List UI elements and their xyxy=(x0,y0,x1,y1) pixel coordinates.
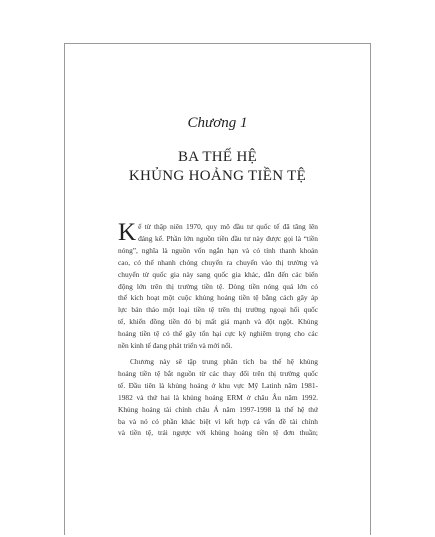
text-line: và tiền tệ, trái ngược với khủng hoảng tiền tệ đơn thuần; xyxy=(118,428,318,438)
text-line: Khủng hoảng tài chính châu Á năm 1997-1998 là thế hệ thứ xyxy=(118,404,318,414)
text-line: đáng kể. Phần lớn nguồn tiền đầu tư này được gọi là “tiền xyxy=(138,233,318,243)
text-line: thể kích hoạt một cuộc khủng hoảng tiền tệ bằng cách gây áp xyxy=(118,293,318,303)
text-line: hoảng tiền tệ bắt nguồn từ các thay đổi trên thị trường quốc xyxy=(118,368,318,378)
text-line: ba và nó có phần khác biệt vì kết hợp cả vấn đề tài chính xyxy=(118,416,318,426)
text-line: chuyển từ quốc gia này sang quốc gia khác, dẫn đến các biến xyxy=(118,269,318,279)
text-line: ể từ thập niên 1970, quy mô đầu tư quốc tế đã tăng lên xyxy=(138,222,318,231)
book-page xyxy=(64,43,371,535)
paragraph-2 xyxy=(118,356,318,439)
paragraph-1 xyxy=(118,221,318,352)
text-line: tế, khiến đồng tiền đó bị mất giá mạnh và đột ngột. Khủng xyxy=(118,317,318,327)
text-line: động lớn trên thị trường tiền tệ. Dòng tiền nóng quá lớn có xyxy=(118,281,318,291)
body-text xyxy=(118,221,318,439)
text-line: Chương này sẽ tập trung phân tích ba thế hệ khủng xyxy=(130,356,318,366)
chapter-title-line-2: KHỦNG HOẢNG TIỀN TỆ xyxy=(128,168,307,184)
text-line: nền kinh tế đang phát triển và mới nổi. xyxy=(118,341,233,351)
text-line: lực bán tháo một loại tiền tệ trên thị trường ngoại hối quốc xyxy=(118,305,318,315)
text-line: hoảng tiền tệ có thể gây tổn hại cực kỳ nghiêm trọng cho các xyxy=(118,329,318,339)
chapter-title xyxy=(65,148,370,186)
text-line: nóng”, nghĩa là nguồn vốn ngắn hạn và có tính thanh khoản xyxy=(118,245,318,255)
chapter-title-line-1: BA THẾ HỆ xyxy=(177,149,258,165)
text-line: 1982 và thứ hai là khủng hoảng ERM ở châu Âu năm 1992. xyxy=(118,392,318,402)
text-line: cao, có thể nhanh chóng chuyển ra chuyển vào thị trường và xyxy=(118,257,318,267)
chapter-label: Chương 1 xyxy=(187,115,248,131)
text-line: tế. Đầu tiên là khủng hoảng ở khu vực Mỹ Latinh năm 1981- xyxy=(118,380,318,390)
drop-cap: K xyxy=(118,219,137,246)
